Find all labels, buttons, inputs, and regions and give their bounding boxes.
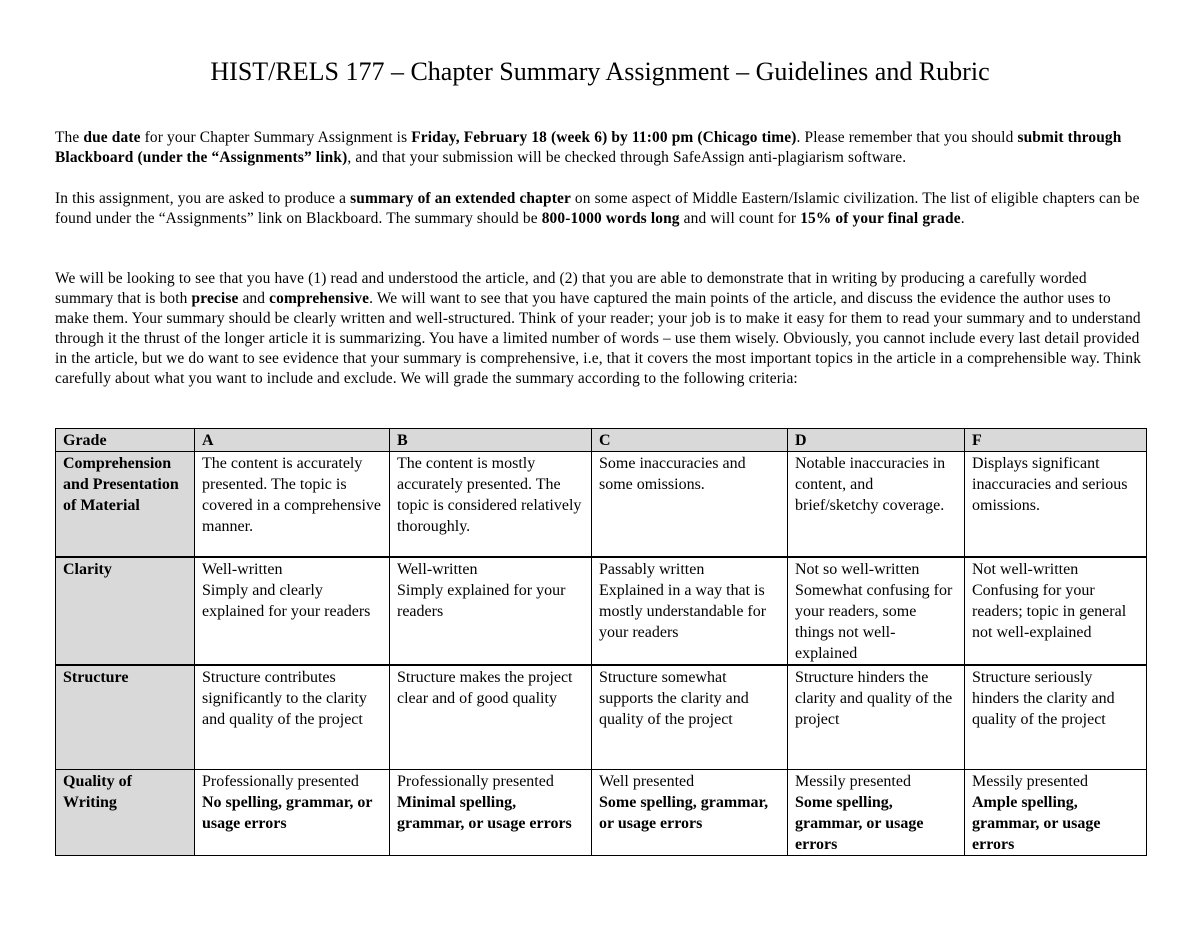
rubric-table [55, 428, 1147, 856]
text-run: We will be looking to see that you have (1) read and understood the article, and (2) that you are able to demonstrate that in writing by producing a carefully worded summary that is both [55, 270, 1087, 307]
text-run: Structure seriously hinders the clarity and quality of the project [972, 668, 1115, 728]
cell-line [972, 453, 1139, 516]
text-run: Structure contributes significantly to the clarity and quality of the project [202, 668, 367, 728]
text-run: Passably written [599, 560, 705, 578]
text-run: Structure somewhat supports the clarity and quality of the project [599, 668, 749, 728]
bold-text-run: due date [83, 129, 141, 146]
cell-line [397, 453, 584, 537]
header-b: B [390, 429, 592, 452]
cell-comprehension-f [965, 452, 1147, 557]
bold-text-run: No spelling, grammar, or usage errors [202, 794, 373, 832]
bold-text-run: 800-1000 words long [541, 210, 680, 227]
bold-text-run: Some spelling, grammar, or usage errors [795, 794, 924, 853]
assignment-paragraph [55, 189, 1147, 229]
criteria-paragraph [55, 269, 1147, 389]
text-run: . [960, 210, 965, 227]
text-run: The [55, 129, 84, 146]
text-run: and will count for [679, 210, 801, 227]
cell-line [202, 580, 382, 622]
text-run: Well presented [599, 773, 695, 790]
cell-comprehension-c [592, 452, 788, 557]
row-label-structure: Structure [56, 665, 195, 770]
text-run: Messily presented [972, 773, 1088, 790]
bold-text-run: summary of an extended chapter [350, 190, 571, 207]
bold-text-run: precise [191, 290, 239, 307]
cell-line [972, 580, 1139, 643]
text-run: Professionally presented [202, 773, 359, 790]
cell-comprehension-a [195, 452, 390, 557]
cell-quality-f [965, 770, 1147, 856]
cell-line [795, 771, 957, 792]
text-run: Notable inaccuracies in content, and brief/sketchy coverage. [795, 455, 946, 514]
header-grade: Grade [56, 429, 195, 452]
cell-comprehension-d [788, 452, 965, 557]
text-run: Confusing for your readers; topic in general not well-explained [972, 581, 1127, 641]
cell-clarity-d [788, 557, 965, 665]
cell-line [599, 792, 780, 834]
text-run: on some aspect of Middle Eastern/Islamic civilization. The list of eligible chapters can be found under the “Assignments” link on Blackboard. The summary should be [55, 190, 1140, 227]
cell-line [795, 667, 957, 730]
text-run: Not so well-written [795, 560, 920, 578]
cell-quality-c [592, 770, 788, 856]
due-date-paragraph [55, 128, 1147, 168]
cell-line [397, 667, 584, 709]
text-run: and [238, 290, 270, 307]
cell-line [202, 453, 382, 537]
text-run: Structure hinders the clarity and quality of the project [795, 668, 953, 728]
cell-line [972, 667, 1139, 730]
header-a: A [195, 429, 390, 452]
rubric-row-quality [56, 770, 1147, 856]
cell-line [599, 771, 780, 792]
cell-line [202, 771, 382, 792]
cell-line [795, 559, 957, 580]
text-run: The content is mostly accurately presented. The topic is considered relatively thoroughly. [397, 455, 582, 535]
cell-line [795, 453, 957, 516]
rubric-header-row [56, 429, 1147, 452]
text-run: Well-written [397, 560, 478, 578]
cell-line [397, 792, 584, 834]
rubric-row-clarity [56, 557, 1147, 665]
row-label-quality: Quality of Writing [56, 770, 195, 856]
text-run: In this assignment, you are asked to produce a [55, 190, 351, 207]
text-run: Messily presented [795, 773, 911, 790]
cell-line [599, 580, 780, 643]
text-run: . Please remember that you should [796, 129, 1018, 146]
cell-clarity-a [195, 557, 390, 665]
cell-line [795, 792, 957, 855]
cell-clarity-f [965, 557, 1147, 665]
cell-structure-d [788, 665, 965, 770]
cell-line [599, 559, 780, 580]
text-run: , and that your submission will be checked through SafeAssign anti-plagiarism software. [347, 149, 907, 166]
cell-line [599, 667, 780, 730]
text-run: The content is accurately presented. The topic is covered in a comprehensive manner. [202, 455, 382, 535]
cell-line [397, 580, 584, 622]
text-run: Somewhat confusing for your readers, some things not well-explained [795, 581, 953, 662]
cell-line [397, 559, 584, 580]
cell-clarity-c [592, 557, 788, 665]
header-f: F [965, 429, 1147, 452]
cell-clarity-b [390, 557, 592, 665]
cell-quality-b [390, 770, 592, 856]
text-run: Structure makes the project clear and of good quality [397, 668, 573, 707]
cell-comprehension-b [390, 452, 592, 557]
cell-quality-a [195, 770, 390, 856]
bold-text-run: comprehensive [269, 290, 370, 307]
bold-text-run: 15% of your final grade [800, 210, 961, 227]
text-run: Explained in a way that is mostly understandable for your readers [599, 581, 767, 641]
text-run: Well-written [202, 560, 283, 578]
text-run: Some inaccuracies and some omissions. [599, 455, 746, 493]
cell-line [599, 453, 780, 495]
bold-text-run: Friday, February 18 (week 6) by 11:00 pm (Chicago time) [411, 129, 797, 146]
bold-text-run: Some spelling, grammar, or usage errors [599, 794, 769, 832]
text-run: Simply explained for your readers [397, 581, 566, 620]
cell-structure-b [390, 665, 592, 770]
bold-text-run: submit through Blackboard (under the “Assignments” link) [55, 129, 1122, 166]
cell-line [202, 559, 382, 580]
row-label-clarity: Clarity [56, 557, 195, 665]
row-label-comprehension: Comprehension and Presentation of Material [56, 452, 195, 557]
rubric-row-comprehension [56, 452, 1147, 557]
rubric-row-structure [56, 665, 1147, 770]
text-run: . We will want to see that you have captured the main points of the article, and discuss the evidence the author uses to make them. Your summary should be clearly written and well-structured. Think of your reader; your job is to make it easy for them to read your summary and to understand through it the thrust of the longer article it is summarizing. You have a limited number of words – use them wisely. Obviously, you cannot include every last detail provided in the article, but we do want to see evidence that your summary is comprehensive, i.e, that it covers the most important topics in the article in a comprehensible way. Think carefully about what you want to include and exclude. We will grade the summary according to the following criteria: [55, 290, 1142, 387]
cell-structure-a [195, 665, 390, 770]
cell-line [795, 580, 957, 664]
text-run: Not well-written [972, 560, 1079, 578]
cell-line [972, 792, 1139, 855]
header-d: D [788, 429, 965, 452]
bold-text-run: Ample spelling, grammar, or usage errors [972, 794, 1101, 853]
text-run: for your Chapter Summary Assignment is [140, 129, 412, 146]
text-run: Displays significant inaccuracies and serious omissions. [972, 455, 1128, 514]
text-run: Simply and clearly explained for your readers [202, 581, 371, 620]
cell-structure-f [965, 665, 1147, 770]
cell-line [972, 559, 1139, 580]
header-c: C [592, 429, 788, 452]
bold-text-run: Minimal spelling, grammar, or usage errors [397, 794, 572, 832]
cell-line [202, 667, 382, 730]
cell-structure-c [592, 665, 788, 770]
cell-quality-d [788, 770, 965, 856]
text-run: Professionally presented [397, 773, 554, 790]
page-title: HIST/RELS 177 – Chapter Summary Assignment – Guidelines and Rubric [210, 57, 990, 86]
cell-line [397, 771, 584, 792]
cell-line [972, 771, 1139, 792]
cell-line [202, 792, 382, 834]
